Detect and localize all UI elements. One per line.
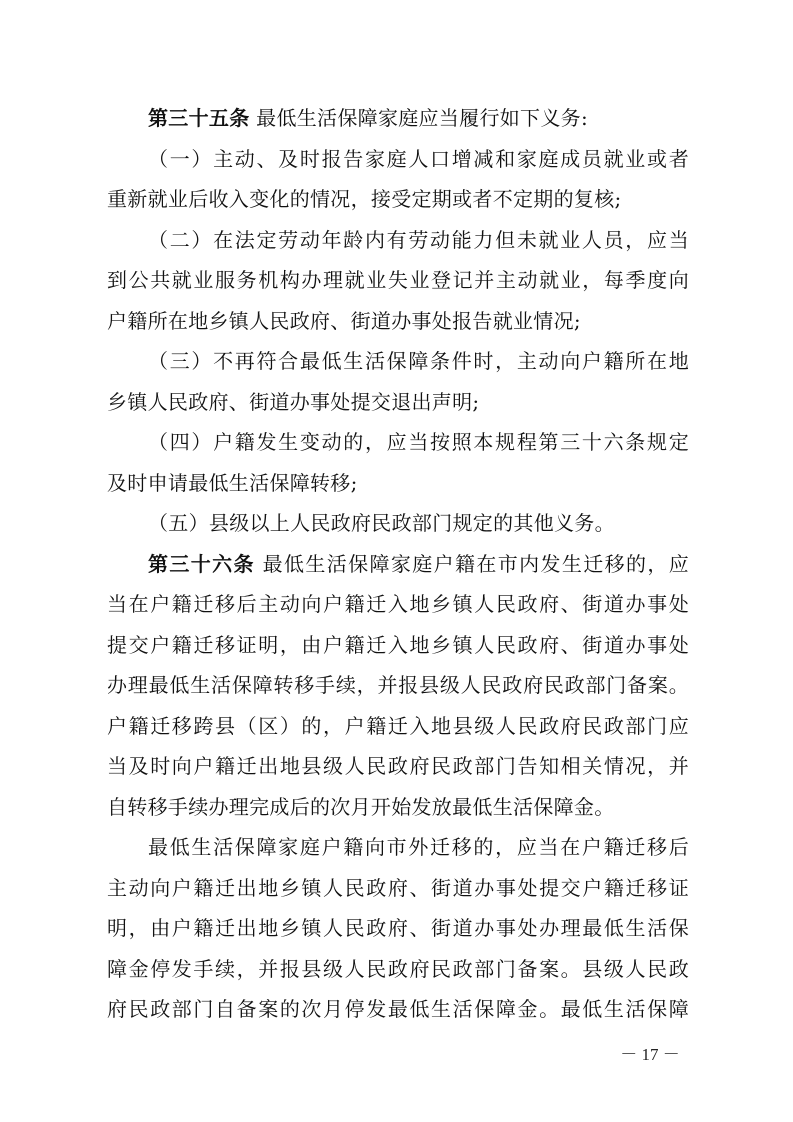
- article-35-intro: 最低生活保障家庭应当履行如下义务:: [249, 106, 588, 130]
- article-36-p2-line-5: 府民政部门自备案的次月停发最低生活保障金。最低生活保障: [107, 997, 689, 1021]
- article-35-title-line: [107, 98, 689, 139]
- article-36-p1-line-1: 最低生活保障家庭户籍在市内发生迁移的，应: [254, 551, 689, 576]
- article-36-p2-line-3: 明，由户籍迁出地乡镇人民政府、街道办事处办理最低生活保: [107, 916, 689, 940]
- article-36-p2-line-4: 障金停发手续，并报县级人民政府民政部门备案。县级人民政: [107, 956, 689, 981]
- article-36-p1-line-6: 当及时向户籍迁出地县级人民政府民政部门告知相关情况，并: [107, 754, 689, 778]
- article-36-heading: 第三十六条: [148, 551, 255, 576]
- article-35-heading: 第三十五条: [148, 106, 250, 130]
- article-35-item-1-line-2: 重新就业后收入变化的情况，接受定期或者不定期的复核;: [107, 187, 622, 211]
- article-36-p1-line-2: 当在户籍迁移后主动向户籍迁入地乡镇人民政府、街道办事处: [107, 592, 689, 616]
- article-35-item-3-line-2: 乡镇人民政府、街道办事处提交退出声明;: [107, 389, 480, 414]
- article-36-p1-line-5: 户籍迁移跨县（区）的，户籍迁入地县级人民政府民政部门应: [107, 713, 689, 738]
- page-number: － 17 －: [620, 1045, 680, 1064]
- article-35-item-5-line-1: （五）县级以上人民政府民政部门规定的其他义务。: [148, 511, 615, 535]
- article-35-item-1-line-1: （一）主动、及时报告家庭人口增减和家庭成员就业或者: [148, 146, 689, 171]
- article-35-item-2-line-3: 户籍所在地乡镇人民政府、街道办事处报告就业情况;: [107, 308, 581, 333]
- article-35-item-2-line-2: 到公共就业服务机构办理就业失业登记并主动就业，每季度向: [107, 268, 689, 292]
- body-text: [107, 98, 689, 1030]
- article-36-p1-line-3: 提交户籍迁移证明，由户籍迁入地乡镇人民政府、街道办事处: [107, 632, 689, 657]
- article-36-p2-line-2: 主动向户籍迁出地乡镇人民政府、街道办事处提交户籍迁移证: [107, 875, 689, 900]
- article-36-title-line: [107, 544, 689, 585]
- article-35-item-4-line-1: （四）户籍发生变动的，应当按照本规程第三十六条规定: [148, 430, 689, 454]
- article-36-p1-line-7: 自转移手续办理完成后的次月开始发放最低生活保障金。: [107, 794, 615, 819]
- article-35-item-3-line-1: （三）不再符合最低生活保障条件时，主动向户籍所在地: [148, 349, 689, 373]
- article-35-item-4-line-2: 及时申请最低生活保障转移;: [107, 470, 358, 495]
- article-35-item-2-line-1: （二）在法定劳动年龄内有劳动能力但未就业人员，应当: [148, 227, 689, 252]
- article-36-p2-line-1: 最低生活保障家庭户籍向市外迁移的，应当在户籍迁移后: [148, 835, 689, 859]
- article-36-p1-line-4: 办理最低生活保障转移手续，并报县级人民政府民政部门备案。: [107, 673, 689, 697]
